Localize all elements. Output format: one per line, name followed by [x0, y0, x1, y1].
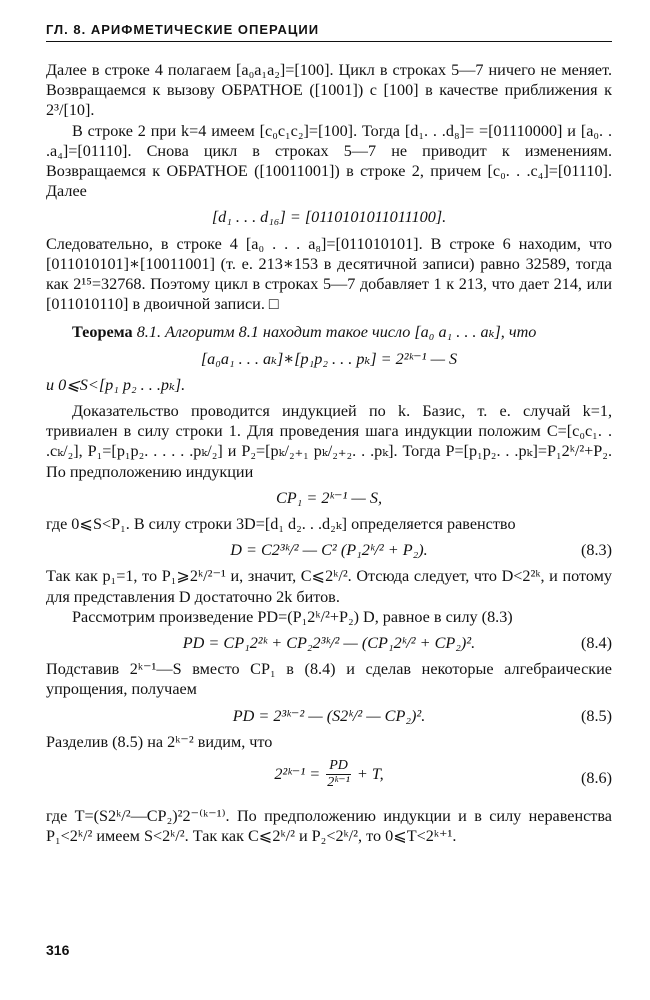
paragraph-6: Так как p₁=1, то P₁⩾2ᵏ/²⁻¹ и, значит, C⩽2ᵏ/². Отсюда следует, что D<2²ᵏ, и потому для представления D достаточно 2k битов. — [46, 567, 612, 606]
equation-8-6 — [46, 758, 612, 800]
equation-d: [d₁ . . . d₁₆] = [0110101011011100]. — [211, 208, 447, 227]
paragraph-9: Разделив (8.5) на 2ᵏ⁻² видим, что — [46, 732, 273, 751]
page-body — [46, 60, 612, 847]
equation-8-3-body: D = C2³ᵏ/² — C² (P₁2ᵏ/² + P₂). — [230, 541, 428, 560]
paragraph-5: где 0⩽S<P₁. В силу строки 3D=[d₁ d₂. . .d₂ₖ] определяется равенство — [46, 515, 516, 534]
equation-cp: CP₁ = 2ᵏ⁻¹ — S, — [275, 488, 382, 507]
equation-8-3-number: (8.3) — [580, 541, 612, 560]
running-header: ГЛ. 8. АРИФМЕТИЧЕСКИЕ ОПЕРАЦИИ — [46, 22, 612, 42]
paragraph-3: Следовательно, в строке 4 [a₀ . . . a₈]=[011010101]. В строке 6 находим, что [011010101]∗[10011001] (т. е. 213∗153 в десятичной записи) равно 32589, тогда как 2¹⁵=32768. Поэтому цикл в строках 5—7 добавляет 1 к 213, что дает 214, или [011010110] в двоичной записи. □ — [46, 234, 612, 314]
theorem-equation: [a₀a₁ . . . aₖ]∗[p₁p₂ . . . pₖ] = 2²ᵏ⁻¹ — S — [200, 349, 458, 368]
equation-8-4 — [46, 633, 612, 653]
theorem-tail: и 0⩽S<[p₁ p₂ . . .pₖ]. — [46, 375, 186, 394]
paragraph-10: где T=(S2ᵏ/²—CP₂)²2⁻⁽ᵏ⁻¹⁾. По предположению индукции и в силу неравенства P₁<2ᵏ/² имеем S<2ᵏ/². Так как C⩽2ᵏ/² и P₂<2ᵏ/², то 0⩽T<2ᵏ⁺¹. — [46, 807, 612, 846]
equation-8-6-number: (8.6) — [580, 769, 612, 788]
page-number: 316 — [46, 942, 70, 958]
paragraph-2: В строке 2 при k=4 имеем [c₀c₁c₂]=[100]. Тогда [d₁. . .d₈]= =[01110000] и [a₀. . .a₄]=[01110]. Снова цикл в строках 5—7 не приводит к изменениям. Возвращаемся к ОБРАТНОЕ ([10011001]) в строке 2, причем [c₀. . .c₄]=[01110]. Далее — [46, 121, 612, 201]
equation-8-3 — [46, 540, 612, 560]
equation-8-5 — [46, 706, 612, 726]
proof-paragraph: Доказательство проводится индукцией по k. Базис, т. е. случай k=1, тривиален в силу строки 1. Для проведения шага индукции положим C=[c₀c₁. . .cₖ/₂], P₁=[p₁p₂. . . . . .pₖ/₂] и P₂=[pₖ/₂₊₁ pₖ/₂₊₂. . .pₖ]. Тогда P=[p₁p₂. . .pₖ]=P₁2ᵏ/²+P₂. По предположению индукции — [46, 402, 612, 481]
equation-8-6-left: 2²ᵏ⁻¹ = — [274, 765, 321, 784]
equation-8-4-body: PD = CP₁2²ᵏ + CP₂2³ᵏ/² — (CP₁2ᵏ/² + CP₂)². — [182, 634, 476, 653]
fraction — [326, 758, 351, 791]
theorem — [46, 322, 612, 342]
fraction-denominator: 2ᵏ⁻¹ — [327, 775, 350, 791]
fraction-numerator: PD — [326, 758, 351, 775]
paragraph-1: Далее в строке 4 полагаем [a₀a₁a₂]=[100]. Цикл в строках 5—7 ничего не меняет. Возвращаемся к вызову ОБРАТНОЕ ([1001]) с [100] в качестве приближения к 2³/[10]. — [46, 61, 612, 120]
equation-8-5-number: (8.5) — [580, 706, 612, 725]
theorem-label: Теорема — [72, 323, 133, 342]
equation-8-6-body — [274, 758, 383, 791]
book-page — [46, 22, 612, 847]
paragraph-7: Рассмотрим произведение PD=(P₁2ᵏ/²+P₂) D, равное в силу (8.3) — [72, 607, 513, 626]
theorem-text: 8.1. Алгоритм 8.1 находит такое число [a₀ a₁ . . . aₖ], что — [136, 323, 537, 342]
equation-8-5-body: PD = 2³ᵏ⁻² — (S2ᵏ/² — CP₂)². — [232, 706, 426, 725]
equation-8-4-number: (8.4) — [580, 634, 612, 653]
paragraph-8: Подставив 2ᵏ⁻¹—S вместо CP₁ в (8.4) и сделав некоторые алгебраические упрощения, получаем — [46, 660, 612, 699]
equation-8-6-right: + T, — [356, 765, 384, 784]
